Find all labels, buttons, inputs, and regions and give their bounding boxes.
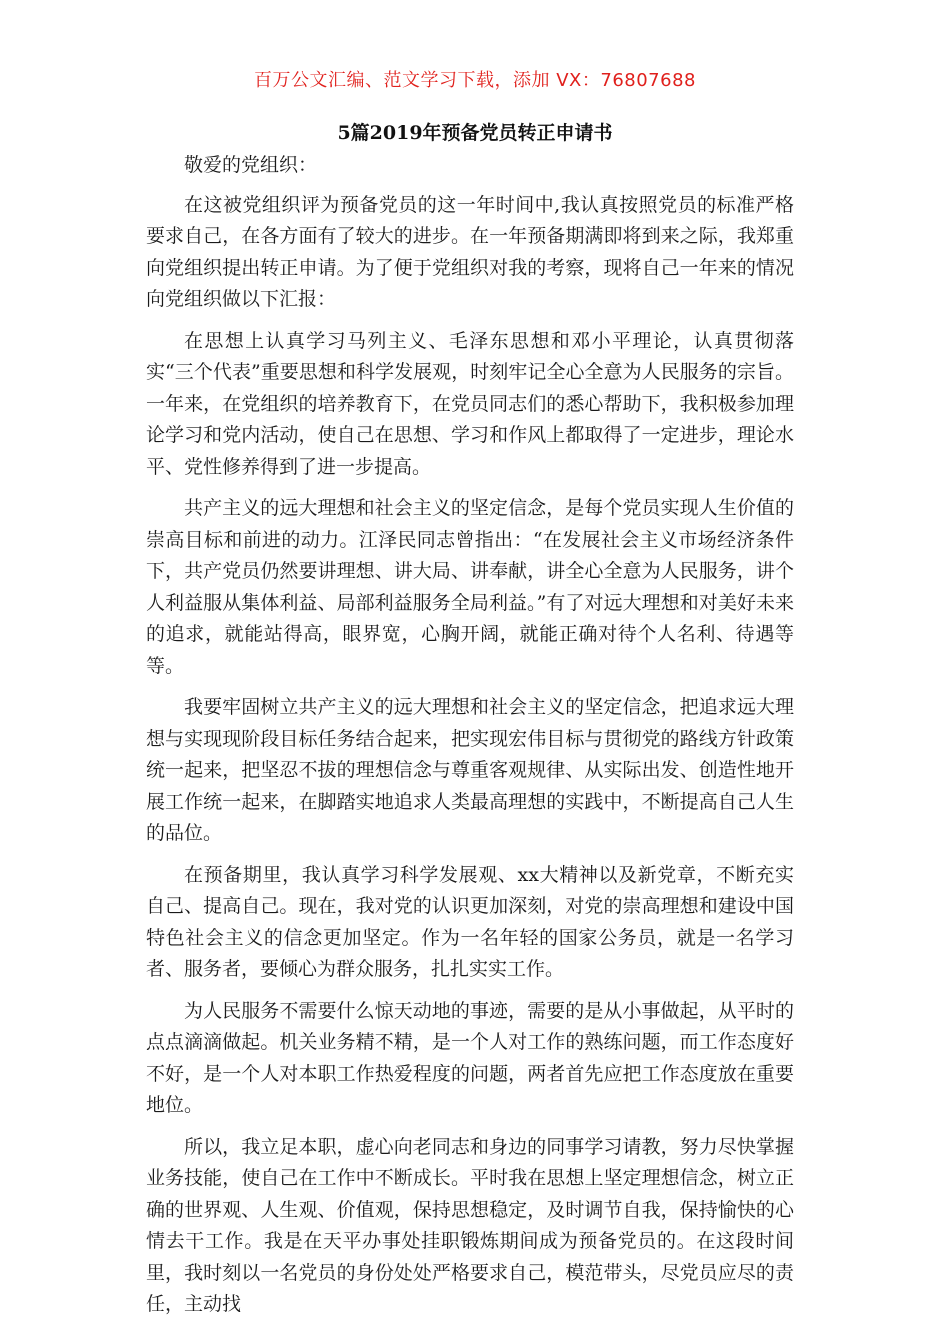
document-body (146, 150, 794, 1331)
paragraph-7: 所以，我立足本职，虚心向老同志和身边的同事学习请教，努力尽快掌握业务技能，使自己在工作中不断成长。平时我在思想上坚定理想信念，树立正确的世界观、人生观、价值观，保持思想稳定，及时调节自我，保持愉快的心情去干工作。我是在天平办事处挂职锻炼期间成为预备党员的。在这段时间里，我时刻以一名党员的身份处处严格要求自己，模范带头，尽党员应尽的责任，主动找 (146, 1135, 794, 1315)
paragraph-5: 在预备期里，我认真学习科学发展观、xx大精神以及新党章，不断充实自己、提高自己。现在，我对党的认识更加深刻，对党的崇高理想和建设中国特色社会主义的信念更加坚定。作为一名年轻的国家公务员，就是一名学习者、服务者，要倾心为群众服务，扎扎实实工作。 (146, 863, 794, 980)
paragraph-2: 在思想上认真学习马列主义、毛泽东思想和邓小平理论，认真贯彻落实“三个代表”重要思想和科学发展观，时刻牢记全心全意为人民服务的宗旨。一年来，在党组织的培养教育下，在党员同志们的悉心帮助下，我积极参加理论学习和党内活动，使自己在思想、学习和作风上都取得了一定进步，理论水平、党性修养得到了进一步提高。 (146, 329, 794, 478)
paragraph-3: 共产主义的远大理想和社会主义的坚定信念，是每个党员实现人生价值的崇高目标和前进的动力。江泽民同志曾指出：“在发展社会主义市场经济条件下，共产党员仍然要讲理想、讲大局、讲奉献，讲全心全意为人民服务，讲个人利益服从集体利益、局部利益服务全局利益。”有了对远大理想和对美好未来的追求，就能站得高，眼界宽，心胸开阔，就能正确对待个人名利、待遇等等。 (146, 497, 794, 677)
paragraph-6: 为人民服务不需要什么惊天动地的事迹，需要的是从小事做起，从平时的点点滴滴做起。机关业务精不精，是一个人对工作的熟练问题，而工作态度好不好，是一个人对本职工作热爱程度的问题，两者首先应把工作态度放在重要地位。 (146, 999, 794, 1116)
paragraph-1: 在这被党组织评为预备党员的这一年时间中,我认真按照党员的标准严格要求自己，在各方面有了较大的进步。在一年预备期满即将到来之际，我郑重向党组织提出转正申请。为了便于党组织对我的考察，现将自己一年来的情况向党组织做以下汇报： (146, 193, 794, 310)
paragraph-4: 我要牢固树立共产主义的远大理想和社会主义的坚定信念，把追求远大理想与实现现阶段目标任务结合起来，把实现宏伟目标与贯彻党的路线方针政策统一起来，把坚忍不拔的理想信念与尊重客观规律、从实际出发、创造性地开展工作统一起来，在脚踏实地追求人类最高理想的实践中，不断提高自己人生的品位。 (146, 696, 794, 844)
document-title: 5篇2019年预备党员转正申请书 (337, 122, 613, 144)
salutation: 敬爱的党组织： (184, 154, 318, 176)
watermark-header: 百万公文汇编、范文学习下载，添加 VX：76807688 (254, 70, 696, 91)
